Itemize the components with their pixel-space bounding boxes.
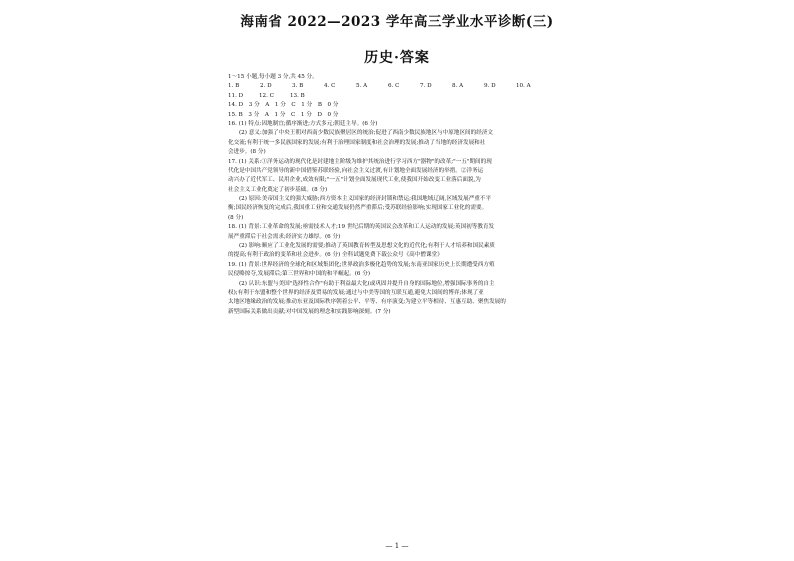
answer-line: 代化是中国共产党领导的新中国借鉴苏联经验,向社会主义过渡,有计划地全面发展经济的举措。②洋务运 (228, 167, 484, 174)
intro-line: 1～15 小题,每小题 3 分,共 45 分。 (228, 74, 318, 80)
mc-answer: 6. C (388, 83, 400, 90)
mc-answer: 1. B (228, 83, 240, 90)
q15-scoring: 15. B 3 分 A 1 分 C 1 分 D 0 分 (228, 111, 339, 118)
q16-answer (228, 120, 564, 158)
mc-answer: 9. D (484, 83, 496, 90)
answer-line: 会进步。(8 分) (228, 149, 266, 156)
mc-answer: 8. A (452, 83, 464, 90)
answer-line: 的提高;有利于政治的变革和社会进步。(6 分) 全科试题免费下载公众号《高中僧课堂》 (228, 252, 443, 259)
answer-line: 动兴办了近代军工、民用企业,成效有限;"一五"计划全面发展现代工业,使我国开始改变工业落后面貌,为 (228, 177, 481, 184)
answer-line: (2) 原因:美帝国主义的强大威胁;西方资本主义国家的经济封锁和禁运;我国地域辽阔,区域发展严重不平 (239, 196, 492, 203)
q14-scoring: 14. D 3 分 A 1 分 C 1 分 B 0 分 (228, 102, 339, 109)
answer-line: 权);有利于东盟和整个世界的经济及贸易的发展;通过与中美等国的互联互通,避免大国间的博弈;体现了亚 (228, 289, 484, 296)
answer-line: 18. (1) 背景:工业革命的发展;亟需技术人才;19 世纪后期的英国议会改革和工人运动的发展;英国初等教育发 (228, 224, 495, 231)
mc-answer: 5. A (356, 83, 368, 90)
answer-content (228, 73, 564, 317)
q19-answer (228, 261, 564, 317)
mc-answer: 13. B (290, 92, 305, 99)
answer-line: 社会主义工业化奠定了初步基础。(8 分) (228, 186, 328, 193)
answer-line: 展严重滞后于社会需求;经济实力雄厚。(6 分) (228, 233, 341, 240)
mc-answer: 11. D (228, 92, 244, 99)
mc-answer: 2. D (260, 83, 272, 90)
mc-answers-row-1 (228, 82, 564, 91)
page-title: 海南省 2022—2023 学年高三学业水平诊断(三) (240, 14, 554, 30)
page-subtitle: 历史·答案 (364, 50, 430, 66)
mc-answer: 12. C (259, 92, 274, 99)
answer-line: (2) 意义:加强了中央王朝对西南少数民族聚居区的统治;促进了西南少数民族地区与中原地区间的经济文 (239, 130, 494, 137)
q18-answer (228, 223, 564, 261)
page-number: — 1 — (385, 542, 409, 550)
q17-answer (228, 158, 564, 224)
answer-line: 17. (1) 关系:①洋务运动的现代化是封建地主阶级为维护其统治进行学习西方"器物"的改革;"一五"期间的现 (228, 158, 492, 165)
answer-line: (8 分) (228, 214, 244, 221)
answer-line: 衡;国民经济恢复的完成后,我国重工业和交通发展仍然严重滞后;受苏联经验影响;实现国家工业化的需要。 (228, 205, 488, 212)
answer-line: 新型国际关系做出贡献;对中国发展的理念和实践影响深刻。(7 分) (228, 308, 391, 315)
mc-answer: 3. B (292, 83, 304, 90)
answer-line: 民侵略掠夺,发展滞后;第三世界和中国的和平崛起。(6 分) (228, 271, 371, 278)
answer-line: 化交流;有利于统一多民族国家的发展;有利于治理国家制度和社会治理的发展;推动了当地的经济发展和社 (228, 139, 486, 146)
answer-line: 16. (1) 特点:因地制宜;循序渐进;方式多元;朝廷主导。(6 分) (228, 120, 378, 127)
answer-line: 19. (1) 背景:世界经济的全球化和区域集团化;世界政治多极化趋势的发展;东南亚国家历史上长期遭受西方殖 (228, 261, 495, 268)
answer-line: 太地区地缘政治的发展;推动东亚及国际秩序朝着公平、平等、有序演变;为建立平等相待、互惠互助、聚焦发展的 (228, 299, 506, 306)
mc-answer: 7. D (420, 83, 432, 90)
answer-line: (2) 认识:东盟与美国"选择性合作"有助于利益最大化(或巩固并提升自身的国际地位,增强国际事务的自主 (239, 280, 495, 287)
answer-line: (2) 影响:顺应了工业化发展的需要;推动了英国教育转型及思想文化的近代化;有利于人才培养和国民素质 (239, 243, 495, 250)
mc-answer: 10. A (516, 83, 531, 90)
mc-answers-row-2 (228, 92, 564, 101)
mc-answer: 4. C (324, 83, 336, 90)
